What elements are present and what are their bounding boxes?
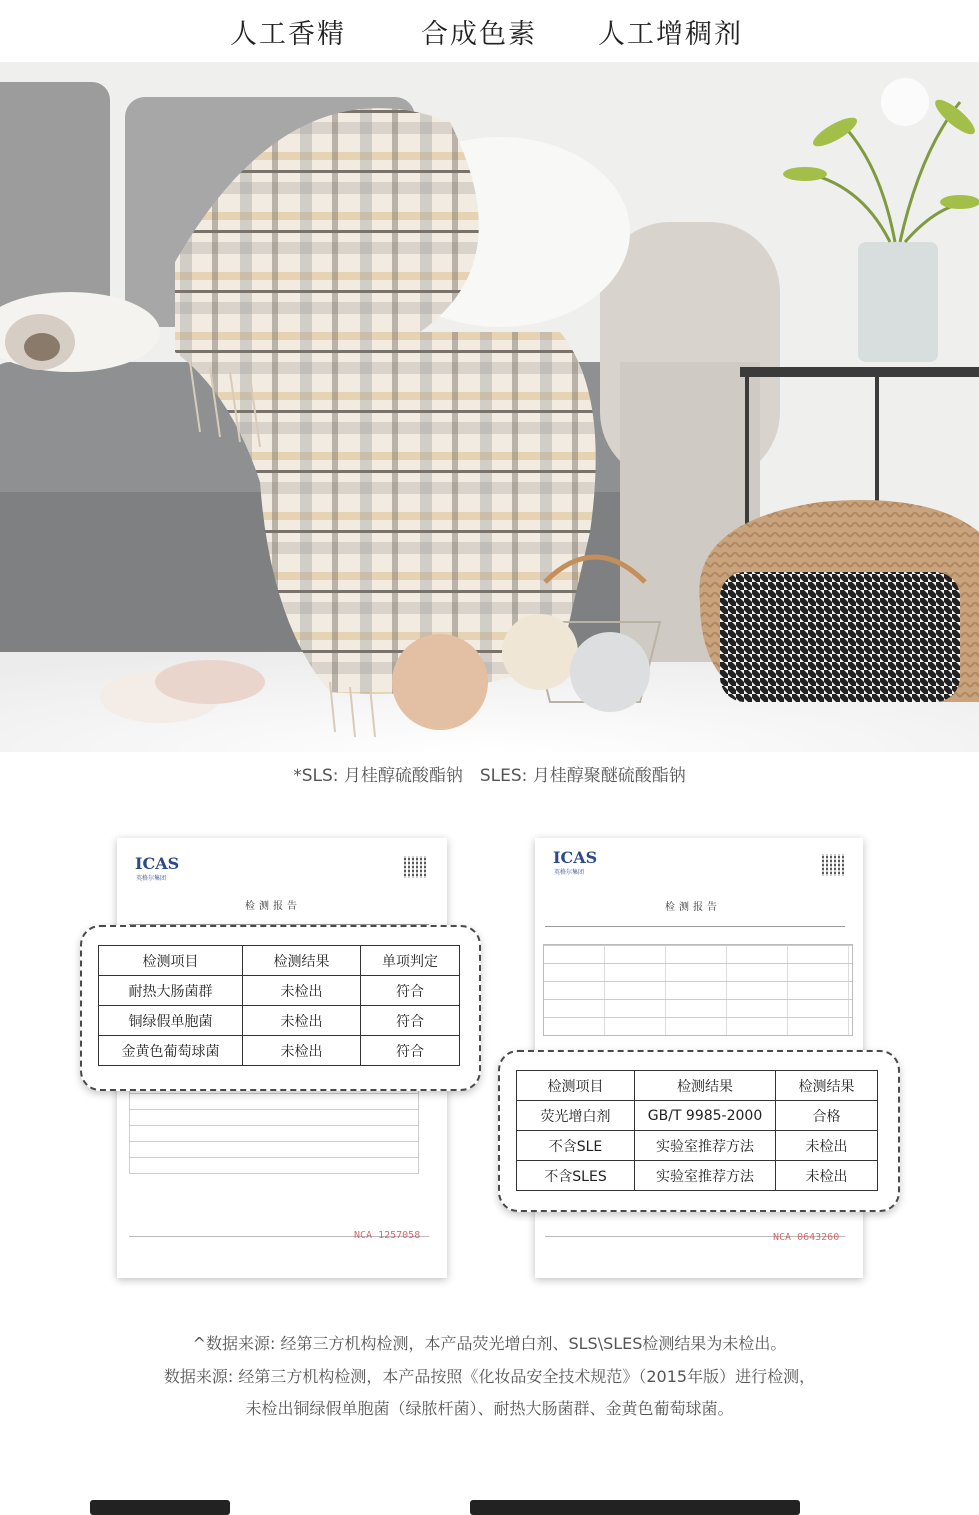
sls-definition-note: *SLS: 月桂醇硫酸酯钠 SLES: 月桂醇聚醚硫酸酯钠 [293,766,686,786]
report-title: 检测报告 [665,902,721,913]
footnote-line-1: ^数据来源: 经第三方机构检测，本产品荧光增白剂、SLS\SLES检测结果为未检出。 [192,1334,787,1353]
col-header-method: 检测结果 [635,1071,776,1101]
table-row [99,1006,460,1036]
report-body-table [129,1086,419,1174]
cell-item: 耐热大肠菌群 [99,976,243,1006]
report-serial-stamp: NCA 1257058 [354,1230,421,1241]
icas-logo: ICAS [553,848,598,867]
cell-judgement: 符合 [361,976,460,1006]
table-row [99,976,460,1006]
cell-result: 未检出 [243,1036,361,1066]
col-header-judgement: 单项判定 [361,946,460,976]
hero-illustration [0,62,979,752]
cell-item: 金黄色葡萄球菌 [99,1036,243,1066]
icas-logo-subtitle: 英格尔集团 [554,869,585,876]
report-body-table [543,944,853,1036]
qr-code-icon [822,854,844,876]
table-row [517,1131,878,1161]
cell-result: 合格 [776,1101,878,1131]
cell-judgement: 符合 [361,1006,460,1036]
banner-word-fragrance: 人工香精 [230,19,346,50]
left-result-callout [80,925,481,1091]
cell-method: 实验室推荐方法 [635,1131,776,1161]
col-header-item: 检测项目 [517,1071,635,1101]
table-row [99,1036,460,1066]
microbe-result-table [98,945,460,1066]
cell-item: 荧光增白剂 [517,1101,635,1131]
icas-logo: ICAS [135,854,180,873]
col-header-result: 检测结果 [243,946,361,976]
hero-photo [0,62,979,752]
cell-result: 未检出 [776,1131,878,1161]
cell-result: 未检出 [243,1006,361,1036]
col-header-result: 检测结果 [776,1071,878,1101]
right-result-callout [498,1050,900,1212]
footnote-line-3: 未检出铜绿假单胞菌（绿脓杆菌）、耐热大肠菌群、金黄色葡萄球菌。 [245,1399,734,1418]
qr-code-icon [404,856,426,878]
cell-item: 不含SLES [517,1161,635,1191]
report-serial-stamp: NCA 0643260 [773,1232,840,1243]
cell-method: 实验室推荐方法 [635,1161,776,1191]
banner-word-pigment: 合成色素 [421,19,537,50]
next-section-heading-fragment [90,1500,230,1515]
cell-result: 未检出 [776,1161,878,1191]
col-header-item: 检测项目 [99,946,243,976]
whitening-agent-result-table [516,1070,878,1191]
table-row [517,1101,878,1131]
footnote-line-2: 数据来源: 经第三方机构检测，本产品按照《化妆品安全技术规范》（2015年版）进行检测， [163,1367,816,1386]
cell-item: 铜绿假单胞菌 [99,1006,243,1036]
report-title: 检测报告 [245,901,301,912]
icas-logo-subtitle: 英格尔集团 [136,875,167,882]
next-section-heading-fragment [470,1500,800,1515]
cell-item: 不含SLE [517,1131,635,1161]
banner-word-thickener: 人工增稠剂 [598,19,743,50]
cell-method: GB/T 9985-2000 [635,1101,776,1131]
table-row [517,1161,878,1191]
cell-result: 未检出 [243,976,361,1006]
cell-judgement: 符合 [361,1036,460,1066]
